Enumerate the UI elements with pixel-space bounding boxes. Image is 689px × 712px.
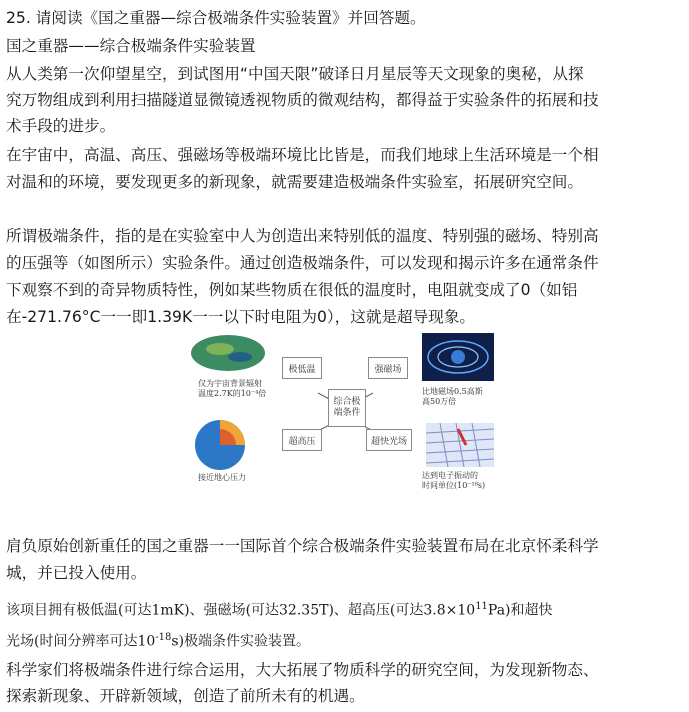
paragraph-3-line-1: 所谓极端条件，指的是在实验室中人为创造出来特别低的温度、特别强的磁场、特别高 <box>6 227 599 245</box>
paragraph-1-line-2: 究万物组成到利用扫描隧道显微镜透视物质的微观结构，都得益于实验条件的拓展和技 <box>6 91 599 109</box>
extreme-conditions-figure <box>190 333 500 503</box>
box-combined-extreme-conditions <box>328 389 366 427</box>
paragraph-3-line-3: 下观察不到的奇异物质特性，例如某些物质在很低的温度时，电阻就变成了0（如铝 <box>6 281 578 299</box>
question-title: 25. 请阅读《国之重器—综合极端条件实验装置》并回答题。 <box>6 9 426 27</box>
paragraph-2-line-2: 对温和的环境，要发现更多的新现象，就需要建造极端条件实验室，拓展研究空间。 <box>6 173 583 191</box>
caption-magnet: 比地磁场0.5高斯 高50万倍 <box>422 387 483 406</box>
paragraph-1-line-3: 术手段的进步。 <box>6 117 116 135</box>
paragraph-5-line-1: 该项目拥有极低温(可达1mK)、强磁场(可达32.35T)、超高压(可达$3.8\times 10^{11}Pa$)和超快 <box>6 601 553 619</box>
paragraph-6-line-2: 探索新现象、开辟新领域，创造了前所未有的机遇。 <box>6 687 365 705</box>
paragraph-2-line-1: 在宇宙中，高温、高压、强磁场等极端环境比比皆是，而我们地球上生活环境是一个相 <box>6 146 599 164</box>
box-strong-magnetic-field: 强磁场 <box>368 357 408 379</box>
paragraph-3-line-4: 在-271.76°C一一即1.39K一一以下时电阻为0），这就是超导现象。 <box>6 308 476 326</box>
box-ultra-high-pressure: 超高压 <box>282 429 322 451</box>
center-label-line-2: 端条件 <box>333 408 361 418</box>
paragraph-1-line-1: 从人类第一次仰望星空，到试图用“中国天限”破译日月星辰等天文现象的奥秘，从探 <box>6 65 584 83</box>
article-title: 国之重器——综合极端条件实验装置 <box>6 37 256 55</box>
paragraph-5-line-2: 光场(时间分辨率可达$10^{-18}s$)极端条件实验装置。 <box>6 632 311 650</box>
box-ultrafast-light-field: 超快光场 <box>366 429 412 451</box>
paragraph-3-line-2: 的压强等（如图所示）实验条件。通过创造极端条件，可以发现和揭示许多在通常条件 <box>6 254 599 272</box>
caption-earth: 接近地心压力 <box>198 473 246 482</box>
paragraph-6-line-1: 科学家们将极端条件进行综合运用，大大拓展了物质科学的研究空间，为发现新物态、 <box>6 661 599 679</box>
paragraph-4-line-2: 城，并已投入使用。 <box>6 564 147 582</box>
caption-cmb: 仅为宇宙背景辐射 温度2.7K的10⁻⁴倍 <box>198 379 267 398</box>
paragraph-4-line-1: 肩负原始创新重任的国之重器一一国际首个综合极端条件实验装置布局在北京怀柔科学 <box>6 537 599 555</box>
center-label-line-1: 综合极 <box>333 397 361 407</box>
box-ultra-low-temperature: 极低温 <box>282 357 322 379</box>
caption-laser: 达到电子振动的 时间单位(10⁻¹⁸s) <box>422 471 486 490</box>
